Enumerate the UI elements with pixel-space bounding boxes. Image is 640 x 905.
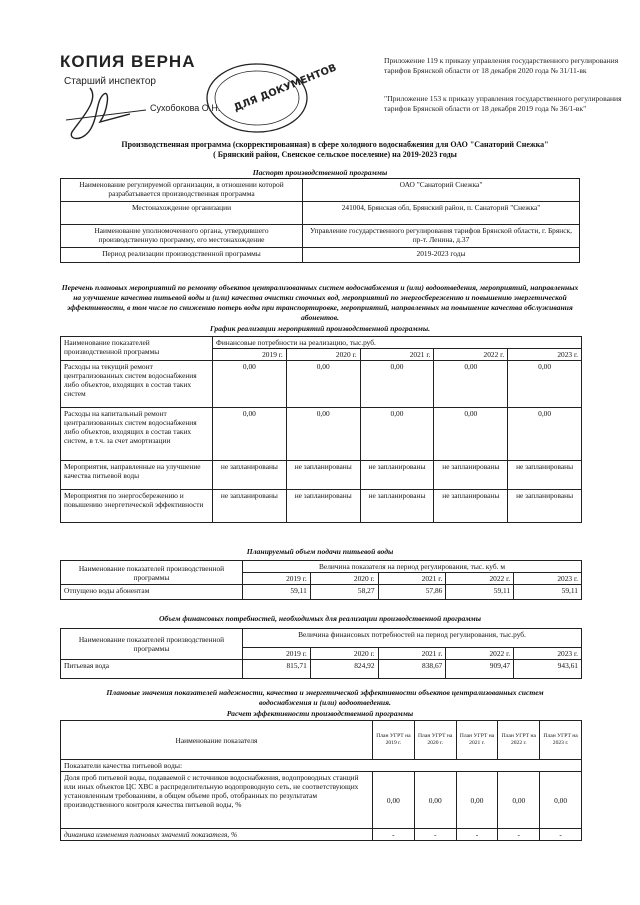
passport-label: Местонахождение организации [61,202,303,225]
cell-value: 0,00 [434,408,508,461]
passport-value: Управление государственного регулирования тарифов Брянской области, г. Брянск, пр-т. Ленина, д.37 [303,225,580,248]
cell-value: 57,86 [378,585,446,600]
table-row [61,337,582,349]
table-row [61,225,580,248]
cell-value: 59,11 [514,585,582,600]
measures-table [60,336,582,523]
year-header: 2020 г. [310,573,378,585]
program-title [100,140,570,160]
plan-header: План УГРТ на 2020 г. [414,721,456,760]
row-label: Доля проб питьевой воды, подаваемой с источников водоснабжения, водопроводных станций или иных объектов ЦС ХВС в распределительную водопроводную сеть, не соответствующих установленным требованиям, в общем объеме проб, отобранных по результатам производственного контроля качества питьевой воды, % [61,772,373,829]
row-label: динамика изменения плановых значений показателя, % [61,829,373,841]
cell-value: не запланированы [434,461,508,490]
passport-caption: Паспорт производственной программы [252,168,388,177]
cell-value: 0,00 [456,772,498,829]
row-label: Расходы на капитальный ремонт централизованных систем водоснабжения либо объектов, входящих в состав таких систем, в т.ч. за счет амортизации [61,408,213,461]
passport-table [60,178,580,263]
year-header: 2019 г. [213,349,287,361]
volume-caption: Планируемый объем подачи питьевой воды [246,547,394,556]
year-header: 2020 г. [286,349,360,361]
cell-value: 59,11 [446,585,514,600]
cell-value: не запланированы [434,490,508,523]
plan-header: План УГРТ на 2023 г. [540,721,582,760]
cell-value: 0,00 [360,408,434,461]
cell-value: 838,67 [378,660,446,679]
column-header: Величина финансовых потребностей на период регулирования, тыс.руб. [243,629,582,648]
cell-value: 909,47 [446,660,514,679]
year-header: 2019 г. [243,648,311,660]
cell-value: 0,00 [286,408,360,461]
cell-value: 0,00 [434,361,508,408]
cell-value: не запланированы [508,461,582,490]
passport-value: 241004, Брянская обл, Брянский район, п. Санаторий "Снежка" [303,202,580,225]
finance-caption: Объем финансовых потребностей, необходимых для реализации производственной программы [158,614,482,623]
cell-value: - [540,829,582,841]
efficiency-subcaption: Расчет эффективности производственной программы [226,709,414,718]
row-label: Мероприятия по энергосбережению и повышению энергетической эффективности [61,490,213,523]
table-row [61,202,580,225]
year-header: 2023 г. [514,648,582,660]
copy-certified-stamp: КОПИЯ ВЕРНА [60,52,196,71]
year-header: 2021 г. [378,648,446,660]
column-header: Наименование показателей производственной программы [61,337,213,361]
year-header: 2020 г. [310,648,378,660]
table-row [61,760,582,772]
column-header: Наименование показателя [61,721,373,760]
passport-value: ОАО "Санаторий Снежка" [303,179,580,202]
table-row [61,772,582,829]
cell-value: - [456,829,498,841]
table-row [61,629,582,648]
table-row [61,829,582,841]
plan-header: План УГРТ на 2019 г. [373,721,415,760]
inspector-position: Старший инспектор [64,76,156,87]
cell-value: 943,61 [514,660,582,679]
year-header: 2022 г. [446,573,514,585]
row-label: Мероприятия, направленные на улучшение качества питьевой воды [61,461,213,490]
cell-value: 0,00 [213,408,287,461]
passport-label: Период реализации производственной программы [61,248,303,263]
documents-seal [202,56,339,136]
cell-value: 0,00 [213,361,287,408]
cell-value: не запланированы [360,490,434,523]
passport-value: 2019-2023 годы [303,248,580,263]
measures-caption: Перечень плановых мероприятий по ремонту объектов централизованных систем водоснабжения и (или) водоотведения, мероприятий, направленных на улучшение качества питьевой воды и (или) качества очистки сточных вод, мероприятий по энергосбережению и повышению энергетической эффективности, в том числе по снижению потерь воды при транспортировке, мероприятий, направленных на повышение качества обслуживания абонентов. [61,283,579,322]
cell-value: не запланированы [213,490,287,523]
column-header: Наименование показателей производственной программы [61,629,243,660]
cell-value: 0,00 [508,408,582,461]
row-label: Питьевая вода [61,660,243,679]
inspector-name: Сухобокова О.Н. [150,103,221,113]
year-header: 2021 г. [360,349,434,361]
table-row [61,721,582,760]
plan-header: План УГРТ на 2021 г. [456,721,498,760]
efficiency-table [60,720,582,841]
column-header: Величина показателя на период регулирования, тыс. куб. м [243,561,582,573]
table-row [61,248,580,263]
table-row [61,179,580,202]
table-row [61,561,582,573]
cell-value: не запланированы [360,461,434,490]
cell-value: 0,00 [414,772,456,829]
measures-subcaption: График реализации мероприятий производственной программы. [209,324,431,333]
cell-value: 0,00 [498,772,540,829]
table-row [61,585,582,600]
year-header: 2023 г. [508,349,582,361]
year-header: 2022 г. [434,349,508,361]
program-title-line-1: Производственная программа (скорректированная) в сфере холодного водоснабжения для ОАО "Санаторий Снежка" [121,140,549,149]
table-row [61,660,582,679]
cell-value: 0,00 [373,772,415,829]
cell-value: - [373,829,415,841]
table-row [61,490,582,523]
table-row [61,461,582,490]
cell-value: 0,00 [360,361,434,408]
cell-value: 815,71 [243,660,311,679]
passport-label: Наименование регулируемой организации, в отношении которой разрабатывается производственная программа [61,179,303,202]
cell-value: - [414,829,456,841]
row-label: Расходы на текущий ремонт централизованных систем водоснабжения либо объектов, входящих в состав таких систем [61,361,213,408]
volume-table [60,560,582,600]
row-label: Отпущено воды абонентам [61,585,243,600]
cell-value: не запланированы [508,490,582,523]
cell-value: не запланированы [286,461,360,490]
cell-value: 58,27 [310,585,378,600]
cell-value: 824,92 [310,660,378,679]
appendix-note-1: Приложение 119 к приказу управления государственного регулирования тарифов Брянской области от 18 декабря 2020 года № 31/11-вк [384,56,619,75]
year-header: 2023 г. [514,573,582,585]
cell-value: не запланированы [286,490,360,523]
plan-header: План УГРТ на 2022 г. [498,721,540,760]
program-title-line-2: ( Брянский район, Свенское сельское поселение) на 2019-2023 годы [213,150,457,159]
table-row [61,361,582,408]
column-header: Финансовые потребности на реализацию, тыс.руб. [213,337,582,349]
cell-value: не запланированы [213,461,287,490]
cell-value: - [498,829,540,841]
cell-value: 0,00 [286,361,360,408]
efficiency-caption: Плановые значения показателей надежности, качества и энергетической эффективности объектов централизованных систем водоснабжения и (или) водоотведения. [106,688,544,707]
column-header: Наименование показателей производственной программы [61,561,243,585]
table-row [61,408,582,461]
finance-table [60,628,582,679]
year-header: 2021 г. [378,573,446,585]
passport-label: Наименование уполномоченного органа, утвердившего производственную программу, его местонахождение [61,225,303,248]
cell-value: 0,00 [508,361,582,408]
section-heading: Показатели качества питьевой воды: [61,760,582,772]
cell-value: 0,00 [540,772,582,829]
appendix-note-2: "Приложение 153 к приказу управления государственного регулирования тарифов Брянской области от 18 декабря 2019 года № 36/1-вк" [384,94,622,113]
year-header: 2019 г. [243,573,311,585]
year-header: 2022 г. [446,648,514,660]
seal-text: ДЛЯ ДОКУМЕНТОВ [232,62,339,114]
cell-value: 59,11 [243,585,311,600]
